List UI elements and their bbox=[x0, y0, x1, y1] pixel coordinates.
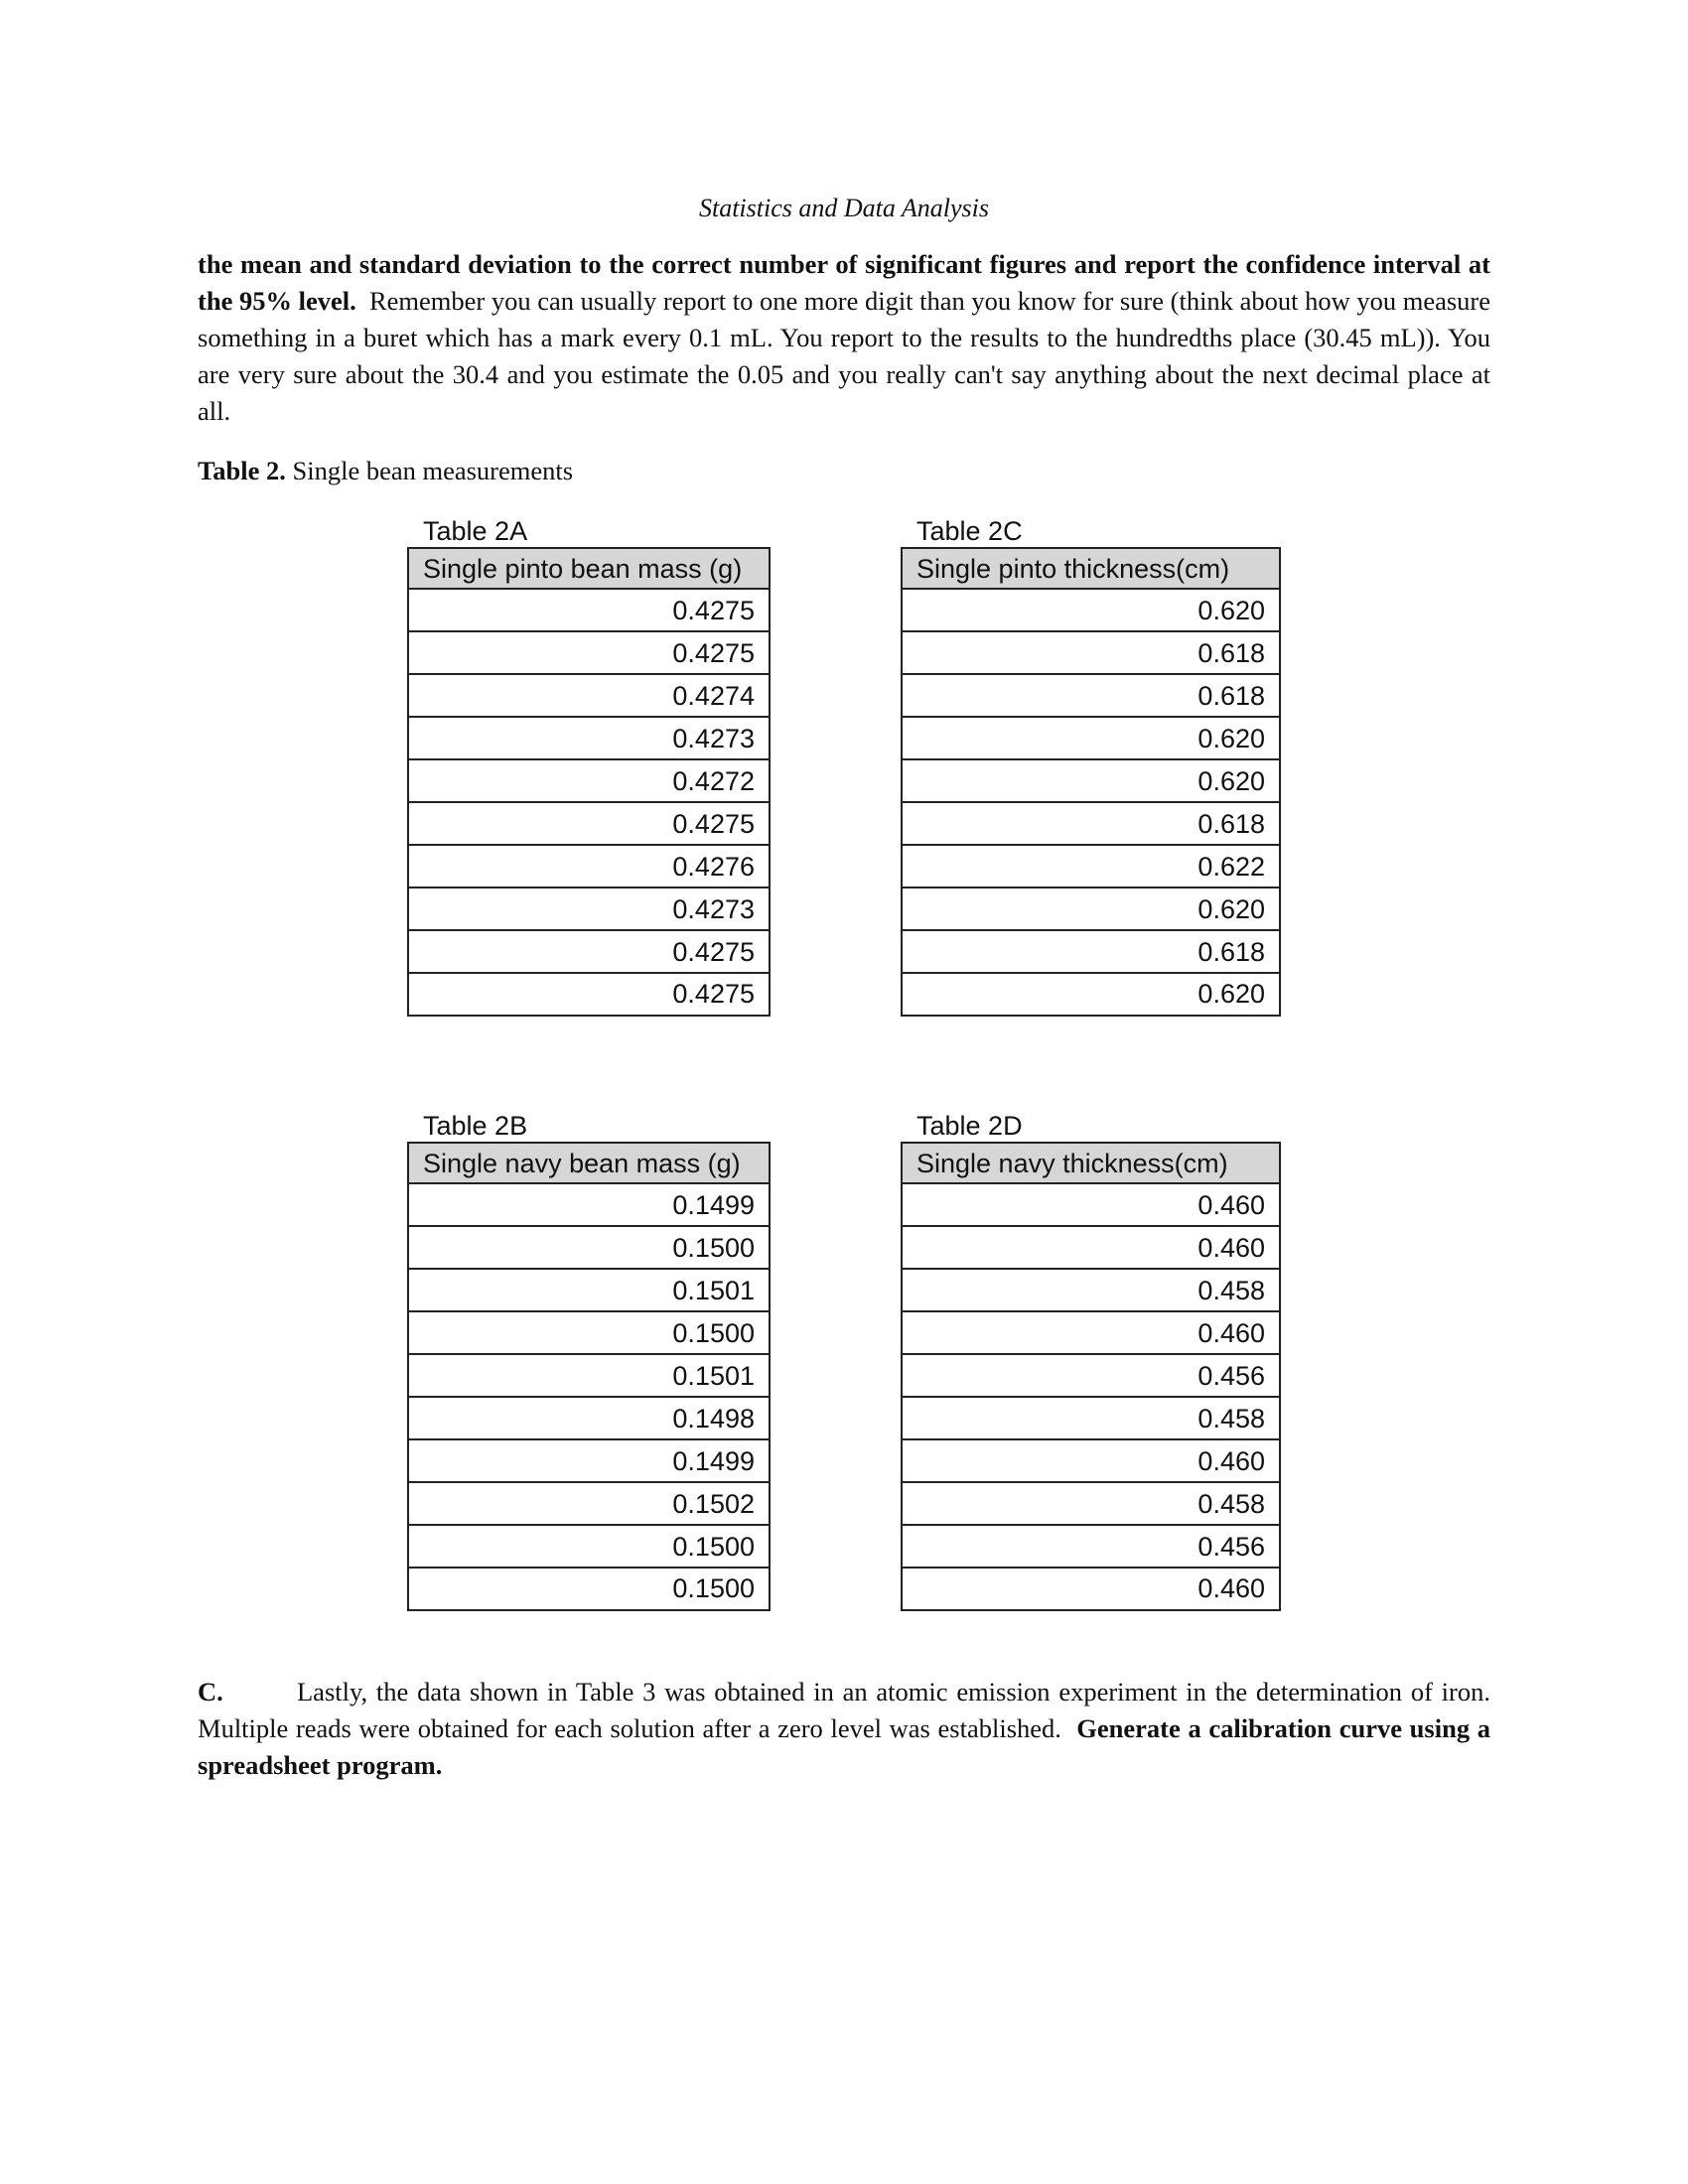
table-cell: 0.1500 bbox=[409, 1227, 769, 1270]
table-cell: 0.456 bbox=[903, 1355, 1279, 1398]
table-title: Table 2B bbox=[423, 1111, 528, 1141]
table-cell: 0.460 bbox=[903, 1312, 1279, 1355]
table-cell: 0.4275 bbox=[672, 979, 755, 1009]
table-cell: 0.618 bbox=[903, 675, 1279, 718]
table-cell: 0.458 bbox=[903, 1270, 1279, 1312]
table-cell: 0.460 bbox=[903, 1184, 1279, 1227]
table-cell: 0.618 bbox=[903, 803, 1279, 846]
table-cell: 0.1501 bbox=[409, 1355, 769, 1398]
table-2b bbox=[407, 1110, 771, 1611]
table-cell: 0.460 bbox=[903, 1227, 1279, 1270]
table-cell: 0.620 bbox=[903, 888, 1279, 931]
table-caption-label: Table 2. bbox=[198, 456, 286, 485]
table-2a bbox=[407, 515, 771, 1017]
table-cell: 0.1499 bbox=[409, 1440, 769, 1483]
table-caption-text: Single bean measurements bbox=[292, 456, 574, 485]
table-cell: 0.1499 bbox=[409, 1184, 769, 1227]
table-cell: 0.620 bbox=[903, 760, 1279, 803]
table-cell: 0.460 bbox=[1197, 1573, 1265, 1603]
running-header: Statistics and Data Analysis bbox=[698, 194, 990, 222]
table-cell: 0.622 bbox=[903, 846, 1279, 888]
table-caption bbox=[198, 453, 573, 489]
table-column-header: Single navy bean mass (g) bbox=[409, 1144, 769, 1184]
part-c-bold-tail: Generate a calibration curve using a spreadsheet program. bbox=[198, 1713, 1491, 1780]
table-column-header: Single pinto bean mass (g) bbox=[409, 549, 769, 590]
part-c-paragraph bbox=[198, 1674, 1490, 1784]
table-cell: 0.458 bbox=[903, 1483, 1279, 1526]
table-cell: 0.1502 bbox=[409, 1483, 769, 1526]
table-cell: 0.4275 bbox=[409, 632, 769, 675]
table-cell: 0.618 bbox=[903, 931, 1279, 974]
table-title: Table 2A bbox=[423, 516, 528, 546]
table-cell: 0.4275 bbox=[409, 590, 769, 632]
table-title: Table 2D bbox=[916, 1111, 1023, 1141]
table-column-header: Single navy thickness(cm) bbox=[903, 1144, 1279, 1184]
table-grid bbox=[407, 547, 771, 1017]
part-c-body: Lastly, the data shown in Table 3 was obtained in an atomic emission experiment in the determination of iron. Multiple reads were obtained for each solution after a zero level was established. bbox=[198, 1677, 1490, 1743]
table-grid bbox=[901, 547, 1281, 1017]
table-cell: 0.4275 bbox=[409, 931, 769, 974]
table-cell: 0.1501 bbox=[409, 1270, 769, 1312]
table-cell: 0.4274 bbox=[409, 675, 769, 718]
table-cell: 0.456 bbox=[903, 1526, 1279, 1569]
table-grid bbox=[901, 1142, 1281, 1611]
table-cell: 0.460 bbox=[903, 1440, 1279, 1483]
table-cell: 0.1500 bbox=[409, 1526, 769, 1569]
table-cell: 0.4276 bbox=[409, 846, 769, 888]
intro-paragraph bbox=[198, 246, 1490, 430]
table-cell: 0.1500 bbox=[409, 1312, 769, 1355]
table-cell: 0.1498 bbox=[409, 1398, 769, 1440]
table-cell: 0.4273 bbox=[409, 718, 769, 760]
intro-body: Remember you can usually report to one more digit than you know for sure (think about how you measure something in a buret which has a mark every 0.1 mL. You report to the results to the hundredths place (30.45 mL)). You are very sure about the 30.4 and you estimate the 0.05 and you really can't say anything about the next decimal place at all. bbox=[198, 286, 1491, 426]
table-cell: 0.4272 bbox=[409, 760, 769, 803]
table-cell: 0.620 bbox=[903, 590, 1279, 632]
table-column-header: Single pinto thickness(cm) bbox=[903, 549, 1279, 590]
part-c-letter: C. bbox=[198, 1677, 223, 1706]
table-title: Table 2C bbox=[916, 516, 1023, 546]
table-2d bbox=[901, 1110, 1281, 1611]
intro-bold-lead: the mean and standard deviation to the correct number of significant figures and report the confidence interval at the 95% level. bbox=[198, 249, 1490, 316]
table-cell: 0.1500 bbox=[672, 1573, 755, 1603]
table-cell: 0.620 bbox=[1197, 979, 1265, 1009]
table-2c bbox=[901, 515, 1281, 1017]
table-cell: 0.4273 bbox=[409, 888, 769, 931]
table-cell: 0.458 bbox=[903, 1398, 1279, 1440]
table-grid bbox=[407, 1142, 771, 1611]
table-cell: 0.620 bbox=[903, 718, 1279, 760]
table-cell: 0.4275 bbox=[409, 803, 769, 846]
table-cell: 0.618 bbox=[903, 632, 1279, 675]
